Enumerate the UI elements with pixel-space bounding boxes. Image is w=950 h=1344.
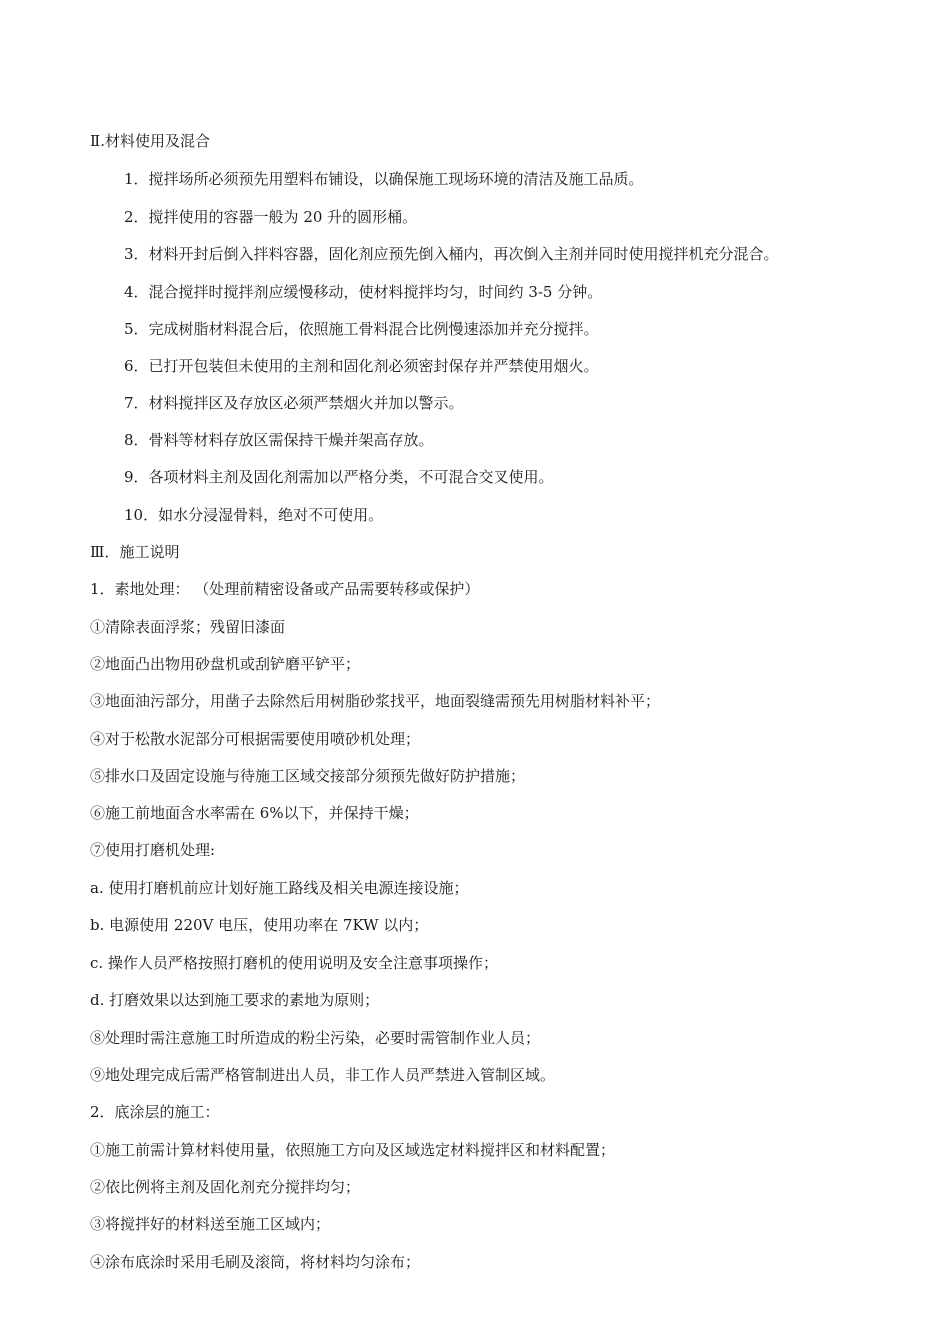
list-item: 10．如水分浸湿骨料，绝对不可使用。 bbox=[124, 506, 384, 524]
step-item: ④涂布底涂时采用毛刷及滚筒，将材料均匀涂布； bbox=[90, 1253, 421, 1271]
step-item: ②地面凸出物用砂盘机或刮铲磨平铲平； bbox=[90, 655, 361, 673]
step-item: ⑥施工前地面含水率需在 6%以下，并保持干燥； bbox=[90, 804, 419, 822]
subsection-title-substrate: 1．素地处理： （处理前精密设备或产品需要转移或保护） bbox=[90, 580, 480, 598]
step-item: ③将搅拌好的材料送至施工区域内； bbox=[90, 1215, 331, 1233]
step-item: ④对于松散水泥部分可根据需要使用喷砂机处理； bbox=[90, 730, 421, 748]
list-item: 3．材料开封后倒入拌料容器，固化剂应预先倒入桶内，再次倒入主剂并同时使用搅拌机充分混合。 bbox=[124, 245, 779, 263]
subsection-title-primer: 2．底涂层的施工： bbox=[90, 1103, 220, 1121]
step-subitem: c. 操作人员严格按照打磨机的使用说明及安全注意事项操作； bbox=[90, 954, 498, 972]
step-item: ⑧处理时需注意施工时所造成的粉尘污染，必要时需管制作业人员； bbox=[90, 1029, 541, 1047]
list-item: 7．材料搅拌区及存放区必须严禁烟火并加以警示。 bbox=[124, 394, 464, 412]
list-item: 6．已打开包装但未使用的主剂和固化剂必须密封保存并严禁使用烟火。 bbox=[124, 357, 599, 375]
list-item: 4．混合搅拌时搅拌剂应缓慢移动，使材料搅拌均匀，时间约 3-5 分钟。 bbox=[124, 283, 603, 301]
list-item: 9．各项材料主剂及固化剂需加以严格分类，不可混合交叉使用。 bbox=[124, 468, 554, 486]
section-heading-construction: Ⅲ．施工说明 bbox=[90, 543, 180, 561]
step-item: ①施工前需计算材料使用量，依照施工方向及区域选定材料搅拌区和材料配置； bbox=[90, 1141, 616, 1159]
step-item: ⑤排水口及固定设施与待施工区域交接部分须预先做好防护措施； bbox=[90, 767, 526, 785]
step-item: ⑦使用打磨机处理: bbox=[90, 841, 216, 859]
step-subitem: a. 使用打磨机前应计划好施工路线及相关电源连接设施； bbox=[90, 879, 469, 897]
step-item: ③地面油污部分，用凿子去除然后用树脂砂浆找平，地面裂缝需预先用树脂材料补平； bbox=[90, 692, 661, 710]
list-item: 1．搅拌场所必须预先用塑料布铺设，以确保施工现场环境的清洁及施工品质。 bbox=[124, 170, 644, 188]
step-subitem: b. 电源使用 220V 电压，使用功率在 7KW 以内； bbox=[90, 916, 429, 934]
list-item: 2．搅拌使用的容器一般为 20 升的圆形桶。 bbox=[124, 208, 418, 226]
step-item: ②依比例将主剂及固化剂充分搅拌均匀； bbox=[90, 1178, 361, 1196]
step-item: ⑨地处理完成后需严格管制进出人员，非工作人员严禁进入管制区域。 bbox=[90, 1066, 556, 1084]
step-subitem: d. 打磨效果以达到施工要求的素地为原则； bbox=[90, 991, 380, 1009]
section-heading-materials: Ⅱ.材料使用及混合 bbox=[90, 132, 210, 150]
list-item: 5．完成树脂材料混合后，依照施工骨料混合比例慢速添加并充分搅拌。 bbox=[124, 320, 599, 338]
step-item: ①清除表面浮浆；残留旧漆面 bbox=[90, 618, 286, 636]
list-item: 8．骨料等材料存放区需保持干燥并架高存放。 bbox=[124, 431, 434, 449]
